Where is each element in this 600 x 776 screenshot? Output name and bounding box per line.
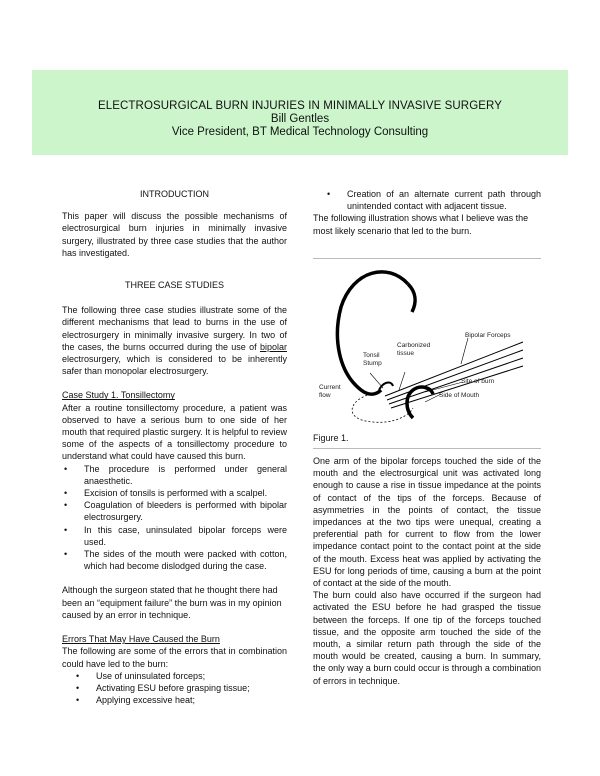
list-item: • Creation of an alternate current path through unintended contact with adjacent tissue. [313, 188, 541, 212]
leader-carbonized [399, 372, 405, 390]
label-carbonized-tissue: Carbonized tissue [397, 342, 431, 357]
errors-heading: Errors That May Have Caused the Burn [62, 634, 220, 645]
right-column-top [313, 188, 541, 237]
list-item: • The procedure is performed under general anaesthetic. [62, 463, 287, 487]
paper-title: ELECTROSURGICAL BURN INJURIES IN MINIMALLY INVASIVE SURGERY [97, 100, 502, 112]
case1-heading: Case Study 1. Tonsillectomy [62, 390, 175, 401]
list-item: • Excision of tonsils is performed with a scalpel. [62, 487, 287, 499]
right-column-bottom [313, 455, 541, 687]
explanation-para-1: One arm of the bipolar forceps touched the side of the mouth and the electrosurgical unit was activated long enough to cause a rise in tissue impedance at the points of contact of the tips of the forceps. Because of asymmetries in the points of contact, the tissue impedances at the two tips were unequal, creating a preferential path for current to flow from the lower impedance contact point to the contact point at the side of the mouth. Excess heat was applied by activating the ESU for long periods of time, causing a burn at the point of contact at the side of the mouth. [313, 456, 541, 589]
list-item: • The sides of the mouth were packed with cotton, which had become dislodged during the case. [62, 548, 287, 572]
bipolar-underlined: bipolar [259, 341, 287, 352]
forceps-arm-lower-edge [391, 366, 523, 408]
figure-caption: Figure 1. [313, 433, 349, 443]
figure-top-rule [313, 258, 541, 259]
figure-1 [313, 262, 541, 427]
mouth-upper-tip [408, 284, 415, 312]
left-column [62, 188, 287, 706]
author-affiliation: Vice President, BT Medical Technology Consulting [171, 126, 429, 138]
title-banner [32, 70, 568, 155]
list-item: • In this case, uninsulated bipolar forceps were used. [62, 524, 287, 548]
case1-conclusion: Although the surgeon stated that he thought there had been an “equipment failure” the burn was in my opinion caused by an error in technique. [62, 585, 282, 620]
explanation-para-2: The burn could also have occurred if the surgeon had activated the ESU before he had grasped the tissue between the forceps. If one tip of the forceps touched tissue, and the opposite arm touched the side of the mouth, a similar return path through the side of the mouth would be created, causing a burn. In summary, the only way a burn could occur is through a combination of errors in technique. [313, 590, 541, 686]
list-item: • Coagulation of bleeders is performed with bipolar electrosurgery. [62, 499, 287, 523]
errors-bullet-continued [313, 188, 541, 212]
list-item: • Activating ESU before grasping tissue; [62, 682, 287, 694]
label-current-flow: Current flow [319, 384, 341, 399]
label-bipolar-forceps: Bipolar Forceps [465, 332, 511, 339]
label-site-of-burn: Site of burn [461, 378, 495, 385]
case1-bullet-list [62, 463, 287, 573]
cases-heading: THREE CASE STUDIES [124, 280, 225, 291]
cases-text: The following three case studies illustrate some of the different mechanisms that lead to burns in the use of electrosurgery in minimally invasive surgery. In two of the cases, the burns occurred during the use of bipolar electrosurgery, which is considered to be inherently safer than monopolar electrosurgery. [62, 305, 287, 377]
figure-bottom-rule [313, 448, 541, 449]
label-tonsil-stump: Tonsil Stump [363, 352, 382, 367]
intro-heading: INTRODUCTION [140, 189, 209, 199]
figure-intro-text: The following illustration shows what I believe was the most likely scenario that led to the burn. [313, 213, 529, 236]
intro-text: This paper will discuss the possible mechanisms of electrosurgical burn injuries in minimally invasive surgery, illustrated by three case studies that the author has investigated. [62, 211, 287, 258]
current-flow-path [352, 394, 413, 422]
errors-text: The following are some of the errors that in combination could have led to the burn: [62, 646, 287, 669]
author-name: Bill Gentles [270, 113, 330, 125]
leader-tonsil [370, 373, 383, 388]
errors-bullet-list [62, 670, 287, 707]
leader-forceps [461, 338, 468, 364]
list-item: • Applying excessive heat; [62, 694, 287, 706]
case1-text: After a routine tonsillectomy procedure, a patient was observed to have a serious burn to one side of her mouth that required plastic surgery. It is helpful to review some of the aspects of a tonsillectomy procedure to understand what could have caused this burn. [62, 402, 287, 462]
label-side-of-mouth: Side of Mouth [439, 392, 480, 399]
list-item: • Use of uninsulated forceps; [62, 670, 287, 682]
